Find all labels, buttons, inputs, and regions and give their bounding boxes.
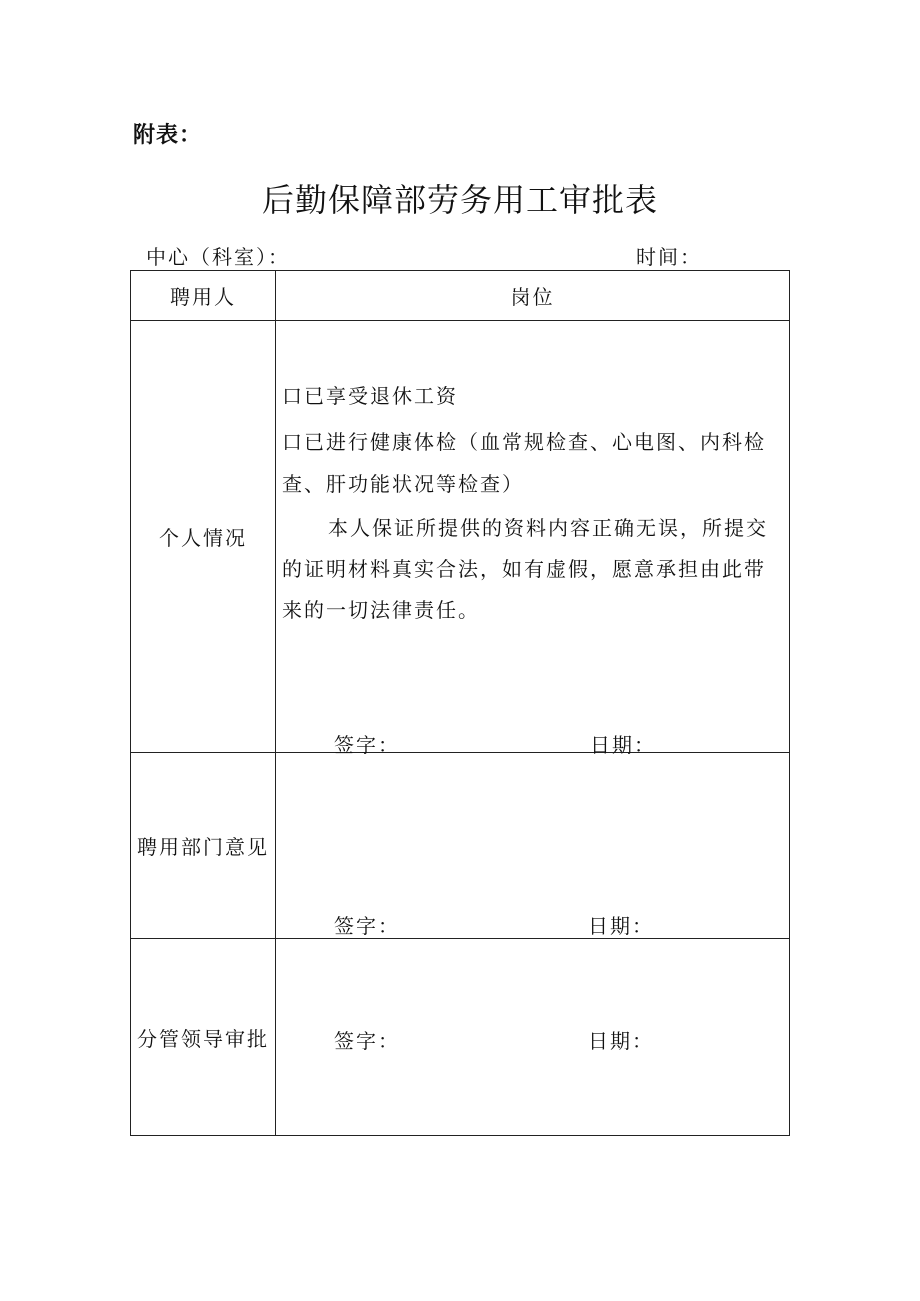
personal-row (131, 321, 790, 753)
position-header: 岗位 (276, 271, 790, 321)
personal-label: 个人情况 (131, 321, 276, 753)
dept-opinion-row (131, 753, 790, 939)
retirement-checkbox-item[interactable]: 口已享受退休工资 (282, 384, 458, 408)
personal-cell (276, 321, 790, 757)
time-label: 时间： (636, 245, 702, 269)
dept-opinion-label: 聘用部门意见 (131, 753, 276, 939)
personal-signature-label: 签字： (334, 733, 400, 757)
declaration-text: 本人保证所提供的资料内容正确无误，所提交的证明材料真实合法，如有虚假，愿意承担由此带来的一切法律责任。 (282, 516, 768, 622)
dept-signature-label: 签字： (334, 914, 400, 938)
health-check-checkbox-item[interactable]: 口已进行健康体检（血常规检查、心电图、内科检查、肝功能状况等检查） (282, 430, 766, 496)
personal-date-label: 日期： (590, 733, 656, 757)
approval-table (130, 270, 790, 1136)
leader-approval-label: 分管领导审批 (131, 939, 276, 1136)
department-label: 中心（科室）： (146, 245, 290, 269)
header-row (131, 271, 790, 321)
leader-signature-label: 签字： (334, 1029, 400, 1053)
dept-opinion-cell (276, 753, 790, 939)
employee-header: 聘用人 (131, 271, 276, 321)
leader-approval-row (131, 939, 790, 1136)
leader-approval-cell (276, 939, 790, 1136)
form-title: 后勤保障部劳务用工审批表 (261, 181, 658, 219)
dept-date-label: 日期： (588, 914, 654, 938)
leader-date-label: 日期： (588, 1029, 654, 1053)
attachment-label: 附表： (133, 123, 203, 148)
